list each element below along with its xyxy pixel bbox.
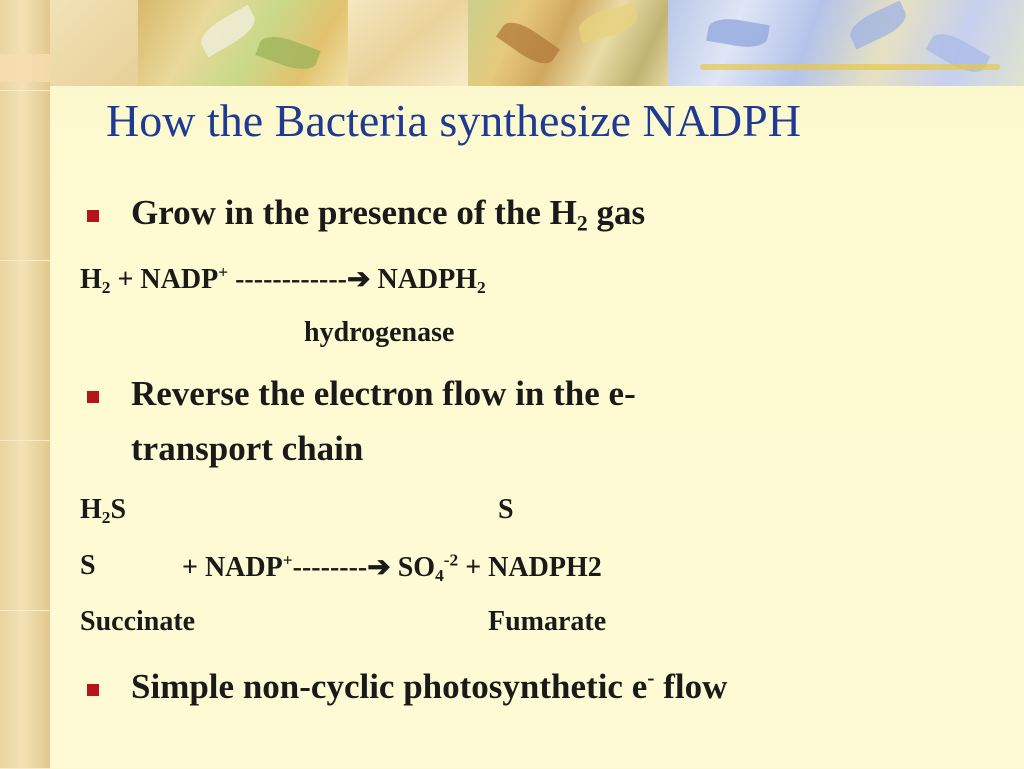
enzyme-label: hydrogenase [304,317,455,348]
eq1-reactant: H [80,264,102,295]
row-s-nadph2: + NADPH2 [458,552,602,583]
bullet-3-text-end: flow [654,667,728,706]
eq1-dashes: ------------ [228,264,347,295]
bullet-3 [131,667,727,707]
row-s-so: SO [390,552,436,583]
slide-title: How the Bacteria synthesize NADPH [106,95,801,146]
leaf-decor [845,1,910,50]
bullet-1-subscript: 2 [576,211,588,236]
banner-tile-leaves [468,0,668,86]
bullet-1-text: Grow in the presence of the H [131,193,577,232]
strip-tile [0,440,50,611]
banner-tile [348,0,468,86]
row-s-nadp: + NADP [182,552,283,583]
bullet-2-line-1: Reverse the electron flow in the e- [131,374,636,413]
eq1-nadp-sup: + [218,262,229,282]
row-h2s-left [80,494,126,526]
bullet-2-line-2: transport chain [131,429,364,468]
h2s-s: S [110,494,127,525]
bullet-3-superscript: - [647,665,655,690]
eq1-product-sub: 2 [477,278,486,298]
leaf-decor [576,3,641,44]
bullet-3-text: Simple non-cyclic photosynthetic e [131,667,648,706]
equation-hydrogenase [80,262,486,296]
row-s-so-sub: 4 [435,566,444,586]
row-h2s-right: S [498,494,514,525]
strip-tile [0,610,50,769]
bullet-1 [131,193,646,236]
row-s-dashes: -------- [292,552,368,583]
bullet-1-text-end: gas [587,193,646,232]
banner-tile [50,0,140,86]
leaf-decor [926,27,991,80]
row-s-nadp-sup: + [282,550,293,570]
eq1-product: NADPH [370,264,478,295]
strip-tile [0,260,50,441]
h2s-h: H [80,494,102,525]
banner-tile-blue [668,0,1024,86]
leaf-decor [196,5,261,58]
leaf-decor [255,31,320,76]
arrow-right-icon: ➔ [347,264,371,295]
arrow-right-icon: ➔ [367,552,391,583]
yellow-dash-decor [700,64,1000,70]
bullet-marker [87,391,99,403]
row-fumarate: Fumarate [488,606,607,637]
row-succinate: Succinate [80,606,196,637]
eq1-reactant-sub: 2 [101,278,111,298]
h2s-sub: 2 [101,508,111,528]
eq1-nadp: + NADP [110,264,219,295]
row-s-so-sup: -2 [443,550,459,570]
row-s-equation [182,550,602,584]
leaf-decor [706,15,770,51]
leaf-decor [496,15,560,71]
left-decor-strip [0,0,50,768]
strip-tile [0,90,50,261]
row-s-left: S [80,550,96,581]
bullet-marker [87,684,99,696]
banner-tile-leaves [138,0,348,86]
bullet-marker [87,210,99,222]
